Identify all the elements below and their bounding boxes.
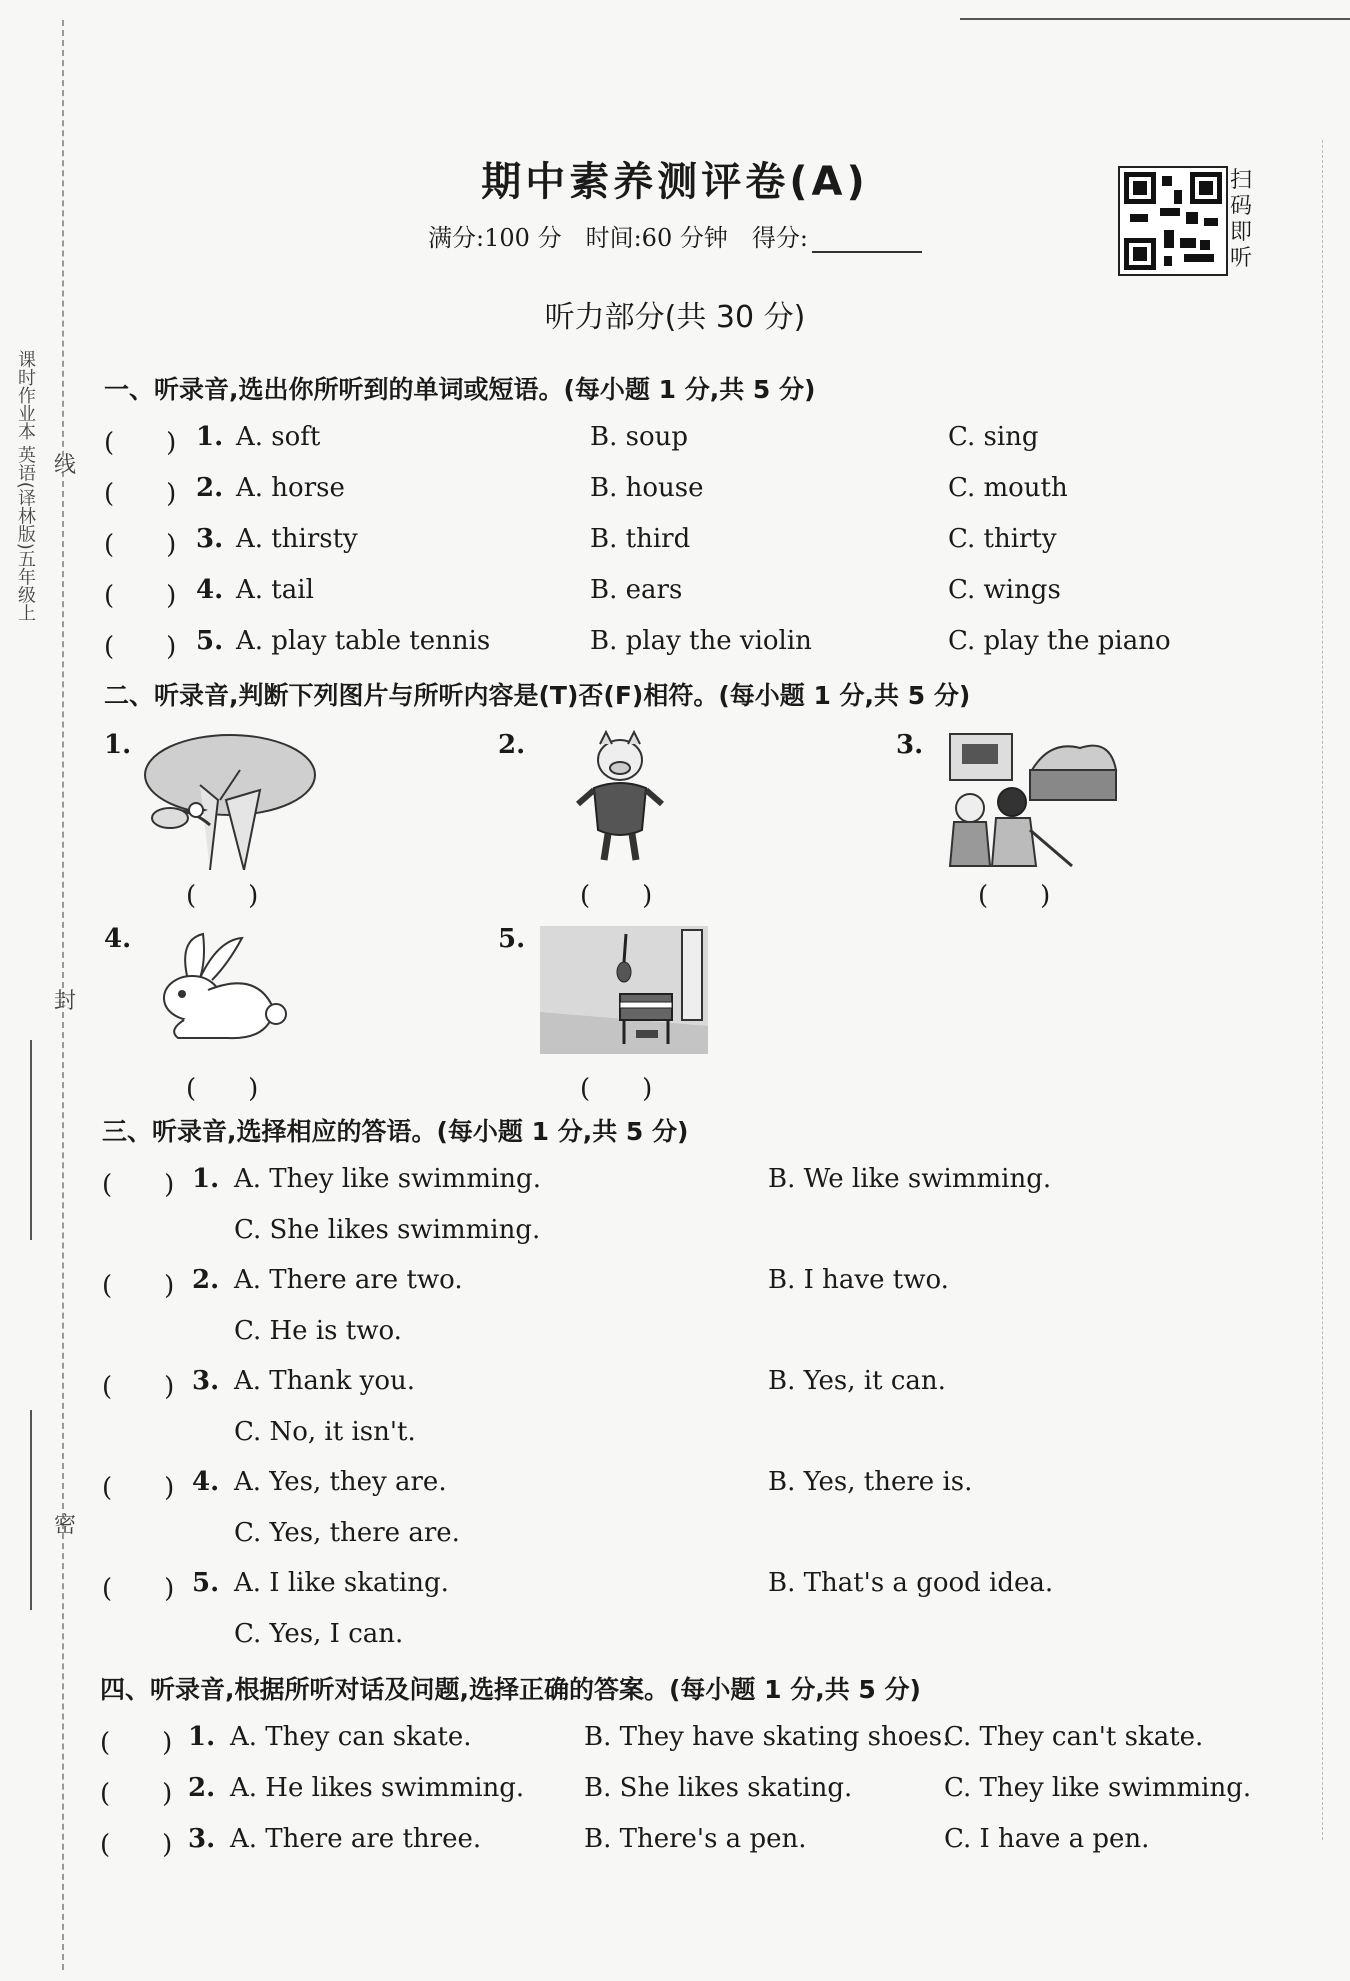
p1-q2-option-b: B. house [590, 473, 704, 503]
p3-q5-option-a: A. I like skating. [234, 1568, 449, 1598]
p2-q1-paren[interactable]: ( ) [186, 881, 259, 911]
qr-cell [1164, 256, 1172, 266]
p4-q3-paren[interactable]: ( ) [100, 1830, 173, 1860]
p1-q4-num: 4. [196, 575, 224, 605]
p3-q3-num: 3. [192, 1366, 220, 1396]
p1-q3-num: 3. [196, 524, 224, 554]
p1-q2-num: 2. [196, 473, 224, 503]
p2-q1-num: 1. [104, 730, 132, 760]
p1-q5-option-a: A. play table tennis [236, 626, 491, 656]
side-class-line [30, 1410, 32, 1610]
p1-q2-option-a: A. horse [236, 473, 345, 503]
qr-cell [1164, 230, 1174, 248]
p3-q2-num: 2. [192, 1265, 220, 1295]
teachers-computer-room-picture [940, 730, 1120, 870]
p3-q4-paren[interactable]: ( ) [102, 1473, 175, 1503]
p2-q4-num: 4. [104, 924, 132, 954]
p3-q2-paren[interactable]: ( ) [102, 1271, 175, 1301]
p3-q5-paren[interactable]: ( ) [102, 1574, 175, 1604]
p1-q1-paren[interactable]: ( ) [104, 428, 177, 458]
p1-q2-paren[interactable]: ( ) [104, 479, 177, 509]
p3-q4-option-a: A. Yes, they are. [234, 1467, 447, 1497]
top-rule [960, 18, 1350, 20]
p1-q2-option-c: C. mouth [948, 473, 1068, 503]
part2-heading: 二、听录音,判断下列图片与所听内容是(T)否(F)相符。(每小题 1 分,共 5 分) [104, 681, 971, 710]
p1-q5-num: 5. [196, 626, 224, 656]
qr-cell [1174, 190, 1182, 204]
exam-title: 期中素养测评卷(A) [481, 159, 869, 205]
p4-q2-option-a: A. He likes swimming. [230, 1773, 525, 1803]
qr-cell [1204, 218, 1218, 226]
qr-finder [1124, 238, 1156, 270]
qr-finder [1124, 172, 1156, 204]
p1-q1-option-a: A. soft [236, 422, 321, 452]
qr-cell [1160, 208, 1180, 216]
p4-q2-num: 2. [188, 1773, 216, 1803]
side-mark-line: 线 [54, 453, 77, 478]
p1-q1-option-b: B. soup [590, 422, 689, 452]
listening-section-title: 听力部分(共 30 分) [544, 300, 806, 335]
p4-q1-paren[interactable]: ( ) [100, 1728, 173, 1758]
p3-q4-num: 4. [192, 1467, 220, 1497]
qr-cell [1186, 212, 1198, 224]
side-name-line [30, 1040, 32, 1240]
tree-bird-picture [140, 730, 320, 870]
side-mark-seal: 封 [54, 989, 77, 1014]
rabbit-picture [148, 930, 298, 1050]
p1-q4-option-b: B. ears [590, 575, 683, 605]
side-mark-secret: 密 [54, 1513, 77, 1538]
side-book-label: 课时作业本 英语(译林版)五年级上 [15, 350, 36, 622]
p1-q4-option-c: C. wings [948, 575, 1061, 605]
p3-q3-option-b: B. Yes, it can. [768, 1366, 946, 1396]
p1-q1-option-c: C. sing [948, 422, 1039, 452]
p1-q5-paren[interactable]: ( ) [104, 632, 177, 662]
p1-q5-option-c: C. play the piano [948, 626, 1171, 656]
score-blank[interactable] [812, 229, 922, 253]
qr-finder [1190, 172, 1222, 204]
p4-q2-paren[interactable]: ( ) [100, 1779, 173, 1809]
qr-cell [1180, 238, 1196, 248]
part4-heading: 四、听录音,根据所听对话及问题,选择正确的答案。(每小题 1 分,共 5 分) [100, 1675, 921, 1704]
p1-q4-paren[interactable]: ( ) [104, 581, 177, 611]
qr-cell [1130, 214, 1148, 222]
p4-q3-num: 3. [188, 1824, 216, 1854]
p3-q2-option-c: C. He is two. [234, 1316, 402, 1346]
meta-text: 满分:100 分 时间:60 分钟 得分: [428, 224, 808, 252]
p1-q4-option-a: A. tail [236, 575, 314, 605]
qr-cell [1200, 240, 1210, 250]
p3-q5-num: 5. [192, 1568, 220, 1598]
p1-q1-num: 1. [196, 422, 224, 452]
p2-q3-paren[interactable]: ( ) [978, 881, 1051, 911]
p2-q4-paren[interactable]: ( ) [186, 1074, 259, 1104]
p4-q2-option-b: B. She likes skating. [584, 1773, 853, 1803]
p1-q5-option-b: B. play the violin [590, 626, 812, 656]
p3-q3-paren[interactable]: ( ) [102, 1372, 175, 1402]
p4-q1-option-a: A. They can skate. [230, 1722, 472, 1752]
qr-label: 扫码即听 [1230, 168, 1253, 271]
piano-guitar-room-picture [540, 926, 708, 1054]
p1-q3-option-b: B. third [590, 524, 691, 554]
p2-q3-num: 3. [896, 730, 924, 760]
p3-q4-option-c: C. Yes, there are. [234, 1518, 460, 1548]
p3-q3-option-c: C. No, it isn't. [234, 1417, 416, 1447]
p2-q5-paren[interactable]: ( ) [580, 1074, 653, 1104]
p3-q4-option-b: B. Yes, there is. [768, 1467, 973, 1497]
p3-q5-option-c: C. Yes, I can. [234, 1619, 404, 1649]
qr-cell [1184, 254, 1214, 262]
p3-q2-option-a: A. There are two. [234, 1265, 463, 1295]
right-dashed-line [1322, 140, 1323, 1840]
p2-q5-num: 5. [498, 924, 526, 954]
p4-q1-option-b: B. They have skating shoes. [584, 1722, 951, 1752]
p3-q1-option-a: A. They like swimming. [234, 1164, 541, 1194]
p1-q3-option-c: C. thirty [948, 524, 1057, 554]
p4-q3-option-c: C. I have a pen. [944, 1824, 1150, 1854]
pig-character-picture [570, 730, 670, 870]
p4-q3-option-b: B. There's a pen. [584, 1824, 807, 1854]
p4-q1-option-c: C. They can't skate. [944, 1722, 1204, 1752]
p3-q1-option-b: B. We like swimming. [768, 1164, 1052, 1194]
p1-q3-paren[interactable]: ( ) [104, 530, 177, 560]
p3-q1-num: 1. [192, 1164, 220, 1194]
qr-cell [1162, 176, 1172, 186]
p3-q3-option-a: A. Thank you. [234, 1366, 416, 1396]
part3-heading: 三、听录音,选择相应的答语。(每小题 1 分,共 5 分) [102, 1117, 689, 1146]
p3-q5-option-b: B. That's a good idea. [768, 1568, 1054, 1598]
p4-q1-num: 1. [188, 1722, 216, 1752]
p2-q2-num: 2. [498, 730, 526, 760]
p3-q2-option-b: B. I have two. [768, 1265, 949, 1295]
p4-q3-option-a: A. There are three. [230, 1824, 482, 1854]
p2-q2-paren[interactable]: ( ) [580, 881, 653, 911]
p4-q2-option-c: C. They like swimming. [944, 1773, 1252, 1803]
p1-q3-option-a: A. thirsty [236, 524, 358, 554]
p3-q1-option-c: C. She likes swimming. [234, 1215, 541, 1245]
p3-q1-paren[interactable]: ( ) [102, 1170, 175, 1200]
qr-code-icon[interactable] [1118, 166, 1228, 276]
part1-heading: 一、听录音,选出你所听到的单词或短语。(每小题 1 分,共 5 分) [104, 375, 816, 404]
